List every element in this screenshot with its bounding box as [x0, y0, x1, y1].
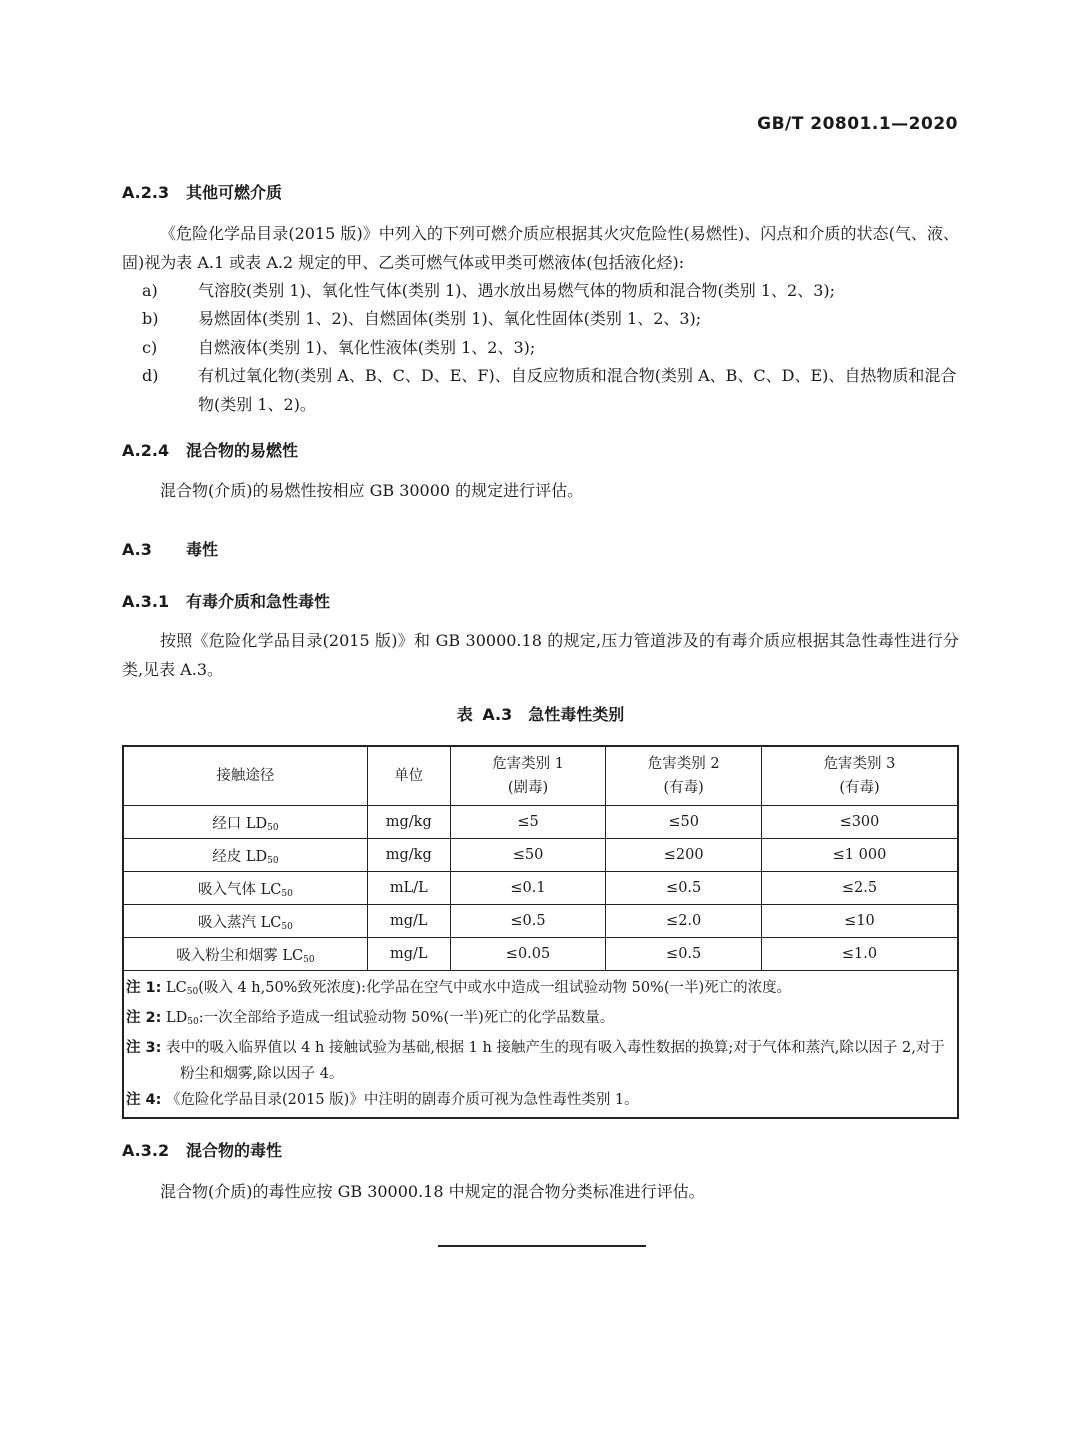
cell-cat2: ≤0.5 — [606, 872, 762, 905]
list-marker: a) — [142, 281, 158, 300]
header-cat3 — [761, 746, 958, 806]
section-title: 混合物的易燃性 — [186, 441, 299, 460]
section-heading-a3 — [122, 537, 218, 560]
route-text: 吸入蒸汽 LC — [198, 914, 282, 931]
cell-unit: mg/L — [367, 905, 450, 938]
table-row — [123, 839, 958, 872]
list-marker: d) — [142, 366, 159, 385]
section-a23-intro: 《危险化学品目录(2015 版)》中列入的下列可燃介质应根据其火灾危险性(易燃性)、闪点和介质的状态(气、液、固)视为表 A.1 或表 A.2 规定的甲、乙类可燃气体或甲类可燃液体(包括液化烃): — [122, 224, 959, 272]
cell-cat3: ≤1.0 — [761, 938, 958, 971]
list-text: 易燃固体(类别 1、2)、自燃固体(类别 1)、氧化性固体(类别 1、2、3); — [198, 309, 702, 328]
route-subscript: 50 — [281, 921, 293, 932]
note-text: 表中的吸入临界值以 4 h 接触试验为基础,根据 1 h 接触产生的现有吸入毒性数据的换算;对于气体和蒸汽,除以因子 2,对于粉尘和烟雾,除以因子 4。 — [166, 1040, 945, 1082]
note-prefix: LD — [166, 1010, 188, 1026]
cell-cat1: ≤5 — [450, 806, 606, 839]
note-prefix: LC — [166, 980, 187, 996]
header-cat1 — [450, 746, 606, 806]
cell-cat3: ≤2.5 — [761, 872, 958, 905]
section-heading-a31 — [122, 589, 330, 612]
note-text: (吸入 4 h,50%致死浓度):化学品在空气中或水中造成一组试验动物 50%(一半)死亡的浓度。 — [198, 980, 792, 996]
cell-cat1: ≤0.1 — [450, 872, 606, 905]
header-cat1-label: 危害类别 1 — [492, 756, 564, 772]
section-number: A.3.1 — [122, 592, 170, 611]
note-content — [166, 1035, 949, 1087]
list-text: 有机过氧化物(类别 A、B、C、D、E、F)、自反应物质和混合物(类别 A、B、C、D、E)、自热物质和混合物(类别 1、2)。 — [198, 366, 957, 414]
table-row — [123, 872, 958, 905]
list-item — [142, 304, 959, 333]
toxicity-table — [122, 745, 959, 1119]
note-text: 《危险化学品目录(2015 版)》中注明的剧毒介质可视为急性毒性类别 1。 — [166, 1092, 639, 1108]
list-marker: b) — [142, 309, 159, 328]
list-text: 自燃液体(类别 1)、氧化性液体(类别 1、2、3); — [198, 338, 536, 357]
section-number: A.3 — [122, 540, 152, 559]
cell-unit: mg/kg — [367, 839, 450, 872]
header-cat1-sub: (剧毒) — [507, 780, 549, 796]
list-marker: c) — [142, 338, 158, 357]
route-text: 吸入粉尘和烟雾 LC — [176, 947, 304, 964]
route-text: 经口 LD — [212, 815, 268, 832]
note-text: :一次全部给予造成一组试验动物 50%(一半)死亡的化学品数量。 — [198, 1010, 615, 1026]
table-note — [126, 1005, 949, 1035]
section-title: 其他可燃介质 — [186, 183, 283, 202]
route-text: 经皮 LD — [212, 848, 268, 865]
header-cat2 — [606, 746, 762, 806]
note-content — [166, 1087, 949, 1113]
note-label: 注 1: — [126, 980, 162, 996]
section-title: 有毒介质和急性毒性 — [186, 592, 331, 611]
document-code: GB/T 20801.1—2020 — [757, 114, 958, 134]
cell-cat1: ≤50 — [450, 839, 606, 872]
cell-cat2: ≤0.5 — [606, 938, 762, 971]
table-note — [126, 1087, 949, 1113]
table-notes — [123, 971, 958, 1119]
table-title: 表 A.3 急性毒性类别 — [456, 705, 625, 724]
header-route: 接触途径 — [123, 746, 367, 806]
section-heading-a32 — [122, 1138, 282, 1161]
list-text: 气溶胶(类别 1)、氧化性气体(类别 1)、遇水放出易燃气体的物质和混合物(类别 1、2、3); — [198, 281, 836, 300]
list-item — [142, 361, 959, 419]
table-header-row — [123, 746, 958, 806]
header-cat2-sub: (有毒) — [663, 780, 704, 796]
section-heading-a24 — [122, 438, 298, 461]
route-subscript: 50 — [267, 822, 279, 833]
cell-route — [123, 839, 367, 872]
table-notes-row — [123, 971, 958, 1119]
cell-unit: mg/kg — [367, 806, 450, 839]
header-cat3-label: 危害类别 3 — [823, 756, 896, 772]
section-a31-text: 按照《危险化学品目录(2015 版)》和 GB 30000.18 的规定,压力管道涉及的有毒介质应根据其急性毒性进行分类,见表 A.3。 — [122, 631, 959, 679]
note-content — [166, 975, 949, 1005]
list-item — [142, 333, 959, 362]
cell-route — [123, 872, 367, 905]
section-number: A.2.4 — [122, 441, 170, 460]
route-text: 吸入气体 LC — [198, 881, 282, 898]
route-subscript: 50 — [281, 888, 293, 899]
note-subscript: 50 — [186, 987, 199, 997]
header-unit: 单位 — [367, 746, 450, 806]
table-row — [123, 938, 958, 971]
cell-cat2: ≤2.0 — [606, 905, 762, 938]
section-a24-text: 混合物(介质)的易燃性按相应 GB 30000 的规定进行评估。 — [160, 481, 584, 500]
section-a32-text: 混合物(介质)的毒性应按 GB 30000.18 中规定的混合物分类标准进行评估。 — [160, 1182, 705, 1201]
note-label: 注 4: — [126, 1092, 162, 1108]
table-note — [126, 975, 949, 1005]
section-title: 混合物的毒性 — [186, 1141, 283, 1160]
table-row — [123, 806, 958, 839]
section-heading-a23 — [122, 180, 282, 203]
cell-unit: mg/L — [367, 938, 450, 971]
cell-cat2: ≤50 — [606, 806, 762, 839]
header-cat2-label: 危害类别 2 — [647, 756, 720, 772]
note-content — [166, 1005, 949, 1035]
cell-route — [123, 806, 367, 839]
note-subscript: 50 — [187, 1017, 199, 1027]
cell-cat1: ≤0.05 — [450, 938, 606, 971]
route-subscript: 50 — [303, 954, 315, 965]
section-number: A.2.3 — [122, 183, 170, 202]
cell-cat3: ≤10 — [761, 905, 958, 938]
cell-cat3: ≤300 — [761, 806, 958, 839]
cell-unit: mL/L — [367, 872, 450, 905]
route-subscript: 50 — [267, 855, 279, 866]
cell-route — [123, 938, 367, 971]
section-number: A.3.2 — [122, 1141, 170, 1160]
cell-cat2: ≤200 — [606, 839, 762, 872]
end-of-document-rule — [438, 1245, 646, 1247]
section-title: 毒性 — [186, 540, 219, 559]
header-cat3-sub: (有毒) — [839, 780, 880, 796]
table-note — [126, 1035, 949, 1087]
list-item — [142, 276, 959, 305]
note-label: 注 2: — [126, 1010, 162, 1026]
cell-route — [123, 905, 367, 938]
table-row — [123, 905, 958, 938]
note-label: 注 3: — [126, 1040, 162, 1056]
cell-cat1: ≤0.5 — [450, 905, 606, 938]
cell-cat3: ≤1 000 — [761, 839, 958, 872]
